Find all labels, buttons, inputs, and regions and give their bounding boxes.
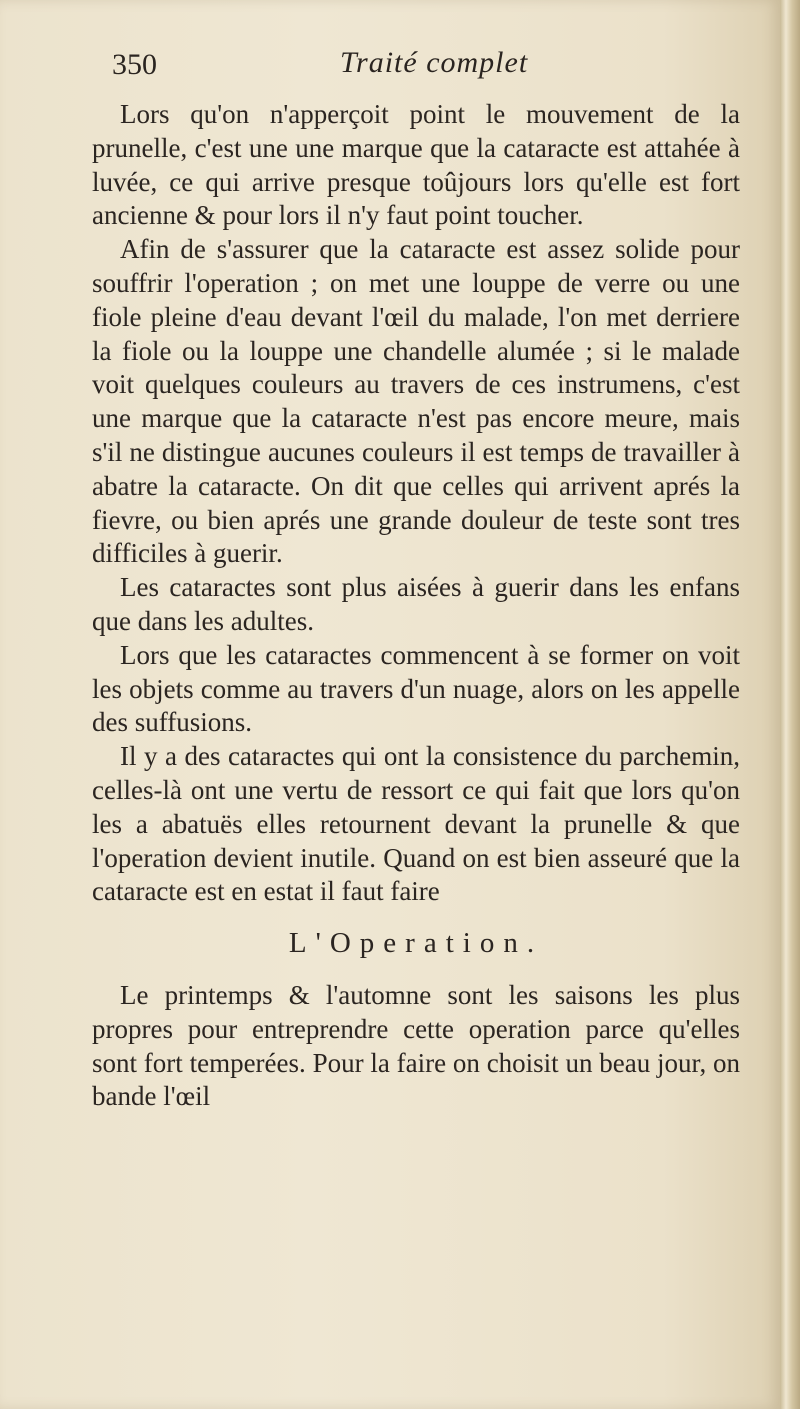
paragraph-2: Afin de s'assurer que la cataracte est assez solide pour souffrir l'operation ; on met une louppe de verre ou une fiole pleine d'eau devant l'œil du malade, l'on met derriere la fiole ou la louppe une chandelle alumée ; si le malade voit quelques couleurs au travers de ces instrumens, c'est une marque que la cataracte n'est pas encore meure, mais s'il ne distingue aucunes couleurs il est temps de travailler à abatre la cataracte. On dit que celles qui arrivent aprés la fievre, ou bien aprés une grande douleur de teste sont tres difficiles à guerir. xyxy=(92,234,740,569)
body-text xyxy=(92,98,740,1114)
paragraph-3: Les cataractes sont plus aisées à guerir dans les enfans que dans les adultes. xyxy=(92,572,740,636)
page-number: 350 xyxy=(112,48,157,81)
paragraph-1: Lors qu'on n'apperçoit point le mouvement de la prunelle, c'est une une marque que la cataracte est attahée à luvée, ce qui arrive presque toûjours lors qu'elle est fort ancienne & pour lors il n'y faut point toucher. xyxy=(92,99,740,231)
page-edge xyxy=(780,0,800,1409)
paragraph-4: Lors que les cataractes commencent à se former on voit les objets comme au travers d'un nuage, alors on les appelle des suffusions. xyxy=(92,639,740,738)
paragraph-5: Il y a des cataractes qui ont la consistence du parchemin, celles-là ont une vertu de ressort ce qui fait que lors qu'on les a abatuës elles retournent devant la prunelle & que l'operation devient inutile. Quand on est bien asseuré que la cataracte est en estat il faut faire xyxy=(92,741,740,907)
running-title: Traité complet xyxy=(340,46,529,79)
section-heading: L'Operation. xyxy=(288,927,544,960)
section-paragraph: Le printemps & l'automne sont les saisons les plus propres pour entreprendre cette operation parce qu'elles sont fort temperées. Pour la faire on choisit un beau jour, on bande l'œil xyxy=(92,979,740,1112)
page-header xyxy=(112,48,752,98)
